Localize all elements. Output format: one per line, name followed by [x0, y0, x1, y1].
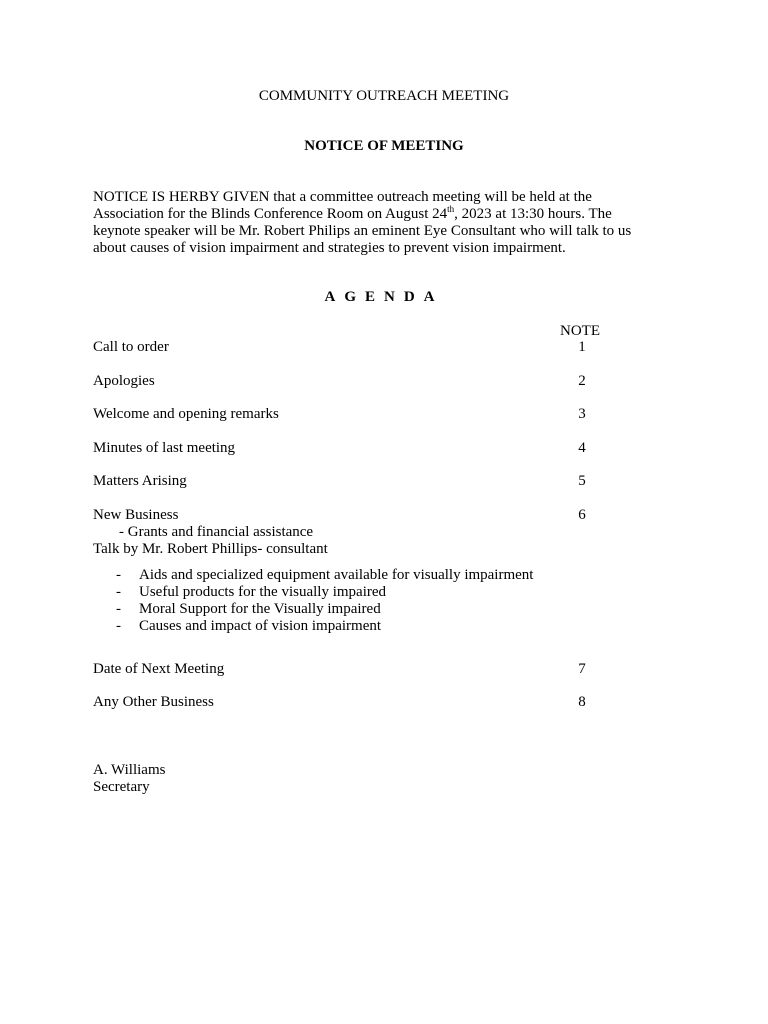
agenda-item-note: 5	[578, 473, 586, 489]
agenda-item-note: 1	[578, 339, 586, 355]
bullet-dash: -	[116, 584, 121, 600]
agenda-heading: AGENDA	[324, 289, 444, 305]
notice-line-2-end: , 2023 at 13:30 hours. The	[454, 206, 612, 222]
agenda-item-label: Matters Arising	[93, 473, 187, 489]
list-item-text: Useful products for the visually impaired	[139, 584, 387, 600]
agenda-item-note: 4	[578, 440, 586, 456]
notice-paragraph	[93, 189, 673, 257]
agenda-item	[93, 473, 613, 490]
agenda-item-label: Apologies	[93, 373, 155, 389]
bullet-dash: -	[116, 567, 121, 583]
agenda-item-note: 7	[578, 661, 586, 677]
new-business-subitem: - Grants and financial assistance	[119, 524, 314, 540]
list-item-text: Causes and impact of vision impairment	[139, 618, 382, 634]
agenda-item	[93, 440, 613, 457]
agenda-item	[93, 339, 613, 356]
agenda-item-note: 6	[578, 507, 586, 523]
meeting-title: COMMUNITY OUTREACH MEETING	[258, 88, 510, 104]
agenda-item-label: Date of Next Meeting	[93, 661, 225, 677]
agenda-item-note: 8	[578, 694, 586, 710]
agenda-item	[93, 694, 613, 711]
agenda-item	[93, 373, 613, 390]
talk-line: Talk by Mr. Robert Phillips- consultant	[93, 541, 328, 557]
agenda-item-note: 2	[578, 373, 586, 389]
agenda-item-label: New Business	[93, 507, 179, 523]
signatory-name: A. Williams	[93, 762, 166, 778]
signatory-title: Secretary	[93, 779, 150, 795]
note-column-header: NOTE	[560, 323, 600, 339]
notice-line-2	[93, 206, 673, 223]
date-ordinal-suffix: th	[447, 204, 455, 214]
agenda-item-label: Any Other Business	[93, 694, 214, 710]
agenda-item	[93, 507, 613, 524]
notice-title: NOTICE OF MEETING	[304, 138, 464, 154]
notice-line-3: keynote speaker will be Mr. Robert Philips an eminent Eye Consultant who will talk to us	[93, 223, 632, 239]
bullet-dash: -	[116, 618, 121, 634]
bullet-dash: -	[116, 601, 121, 617]
agenda-item-label: Welcome and opening remarks	[93, 406, 279, 422]
agenda-item-label: Minutes of last meeting	[93, 440, 236, 456]
notice-line-4: about causes of vision impairment and strategies to prevent vision impairment.	[93, 240, 566, 256]
list-item-text: Moral Support for the Visually impaired	[139, 601, 381, 617]
agenda-item-label: Call to order	[93, 339, 169, 355]
agenda-item-note: 3	[578, 406, 586, 422]
agenda-item	[93, 406, 613, 423]
list-item-text: Aids and specialized equipment available for visually impairment	[139, 567, 534, 583]
notice-line-2-start: Association for the Blinds Conference Room on August 24	[93, 206, 448, 222]
notice-line-1: NOTICE IS HERBY GIVEN that a committee outreach meeting will be held at the	[93, 189, 592, 205]
agenda-item	[93, 661, 613, 678]
